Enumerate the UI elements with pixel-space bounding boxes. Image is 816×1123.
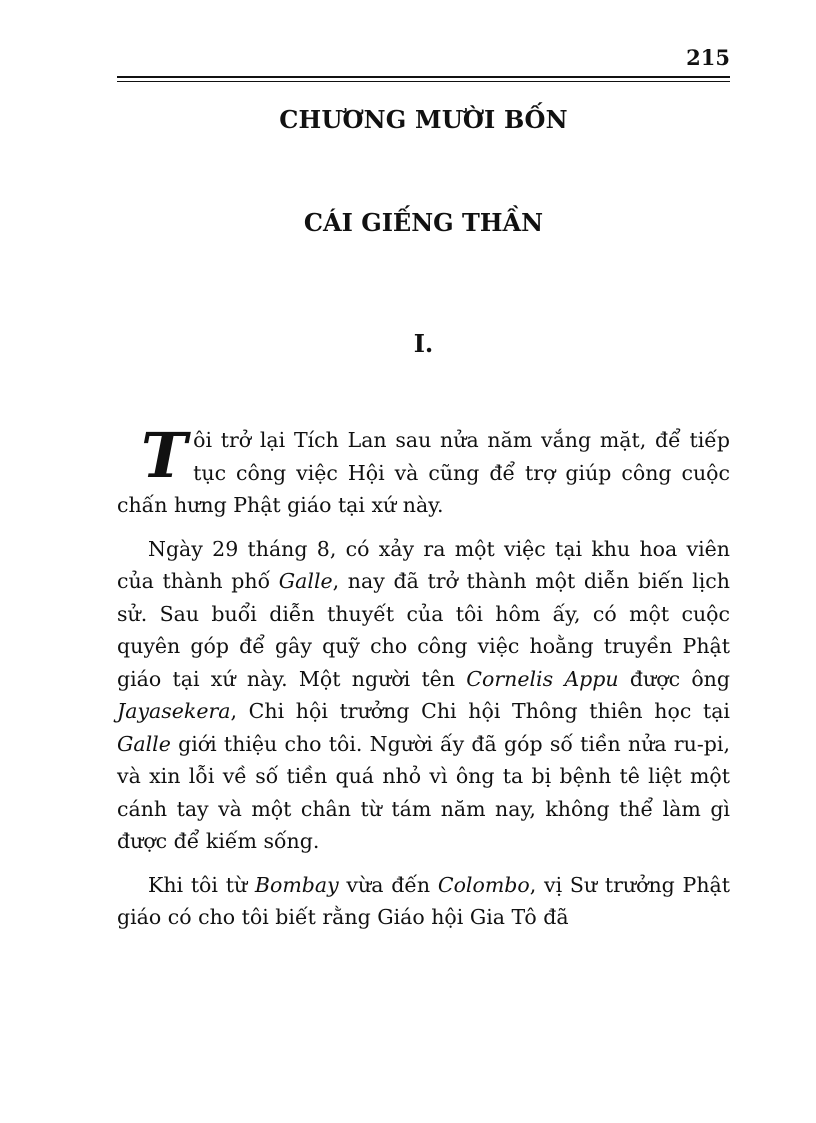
paragraph-3-part-1: Khi tôi từ (148, 872, 255, 897)
header-rule (117, 76, 730, 78)
paragraph-3-part-2: vừa đến (338, 872, 438, 897)
paragraph-2-part-5: giới thiệu cho tôi. Người ấy đã góp số tiền nửa ru-pi, và xin lỗi về số tiền quá nhỏ vì ông ta bị bệnh tê liệt một cánh tay và một chân từ tám năm nay, không thể làm gì được để kiếm sống. (117, 731, 730, 853)
chapter-title: CHƯƠNG MƯỜI BỐN (279, 105, 568, 134)
paragraph-2-part-3: được ông (618, 666, 730, 691)
chapter-subtitle: CÁI GIẾNG THẦN (303, 208, 544, 237)
paragraph-2 (117, 533, 730, 858)
person-name-cornelis-appu: Cornelis Appu (466, 666, 619, 691)
paragraph-3-part-3: , vị Sư trưởng Phật giáo có cho tôi biết rằng Giáo hội Gia Tô đã (117, 872, 730, 929)
person-name-jayasekera: Jayasekera (117, 699, 231, 723)
place-name-galle: Galle (278, 569, 333, 593)
header-rule-thin (117, 81, 730, 82)
paragraph-2-part-2: , nay đã trở thành một diễn biến lịch sử. Sau buổi diễn thuyết của tôi hôm ấy, có một cuộc quyên góp để gây quỹ cho công việc hoằng truyền Phật giáo tại xứ này. Một người tên (117, 569, 730, 691)
drop-cap: T (141, 419, 188, 492)
paragraph-2-part-1: Ngày 29 tháng 8, có xảy ra một việc tại khu hoa viên của thành phố (117, 536, 730, 593)
section-number: I. (413, 329, 434, 358)
place-name-bombay: Bombay (254, 872, 339, 897)
paragraph-1-text: ôi trở lại Tích Lan sau nửa năm vắng mặt, để tiếp tục công việc Hội và cũng để trợ giúp công cuộc chấn hưng Phật giáo tại xứ này. (117, 428, 730, 517)
place-name-colombo: Colombo (437, 872, 530, 897)
page-number: 215 (686, 45, 730, 70)
place-name-galle-2: Galle (117, 731, 171, 756)
paragraph-1 (117, 419, 730, 522)
body-text (117, 419, 730, 945)
paragraph-3 (117, 869, 730, 934)
paragraph-2-part-4: , Chi hội trưởng Chi hội Thông thiên học tại (230, 699, 730, 723)
